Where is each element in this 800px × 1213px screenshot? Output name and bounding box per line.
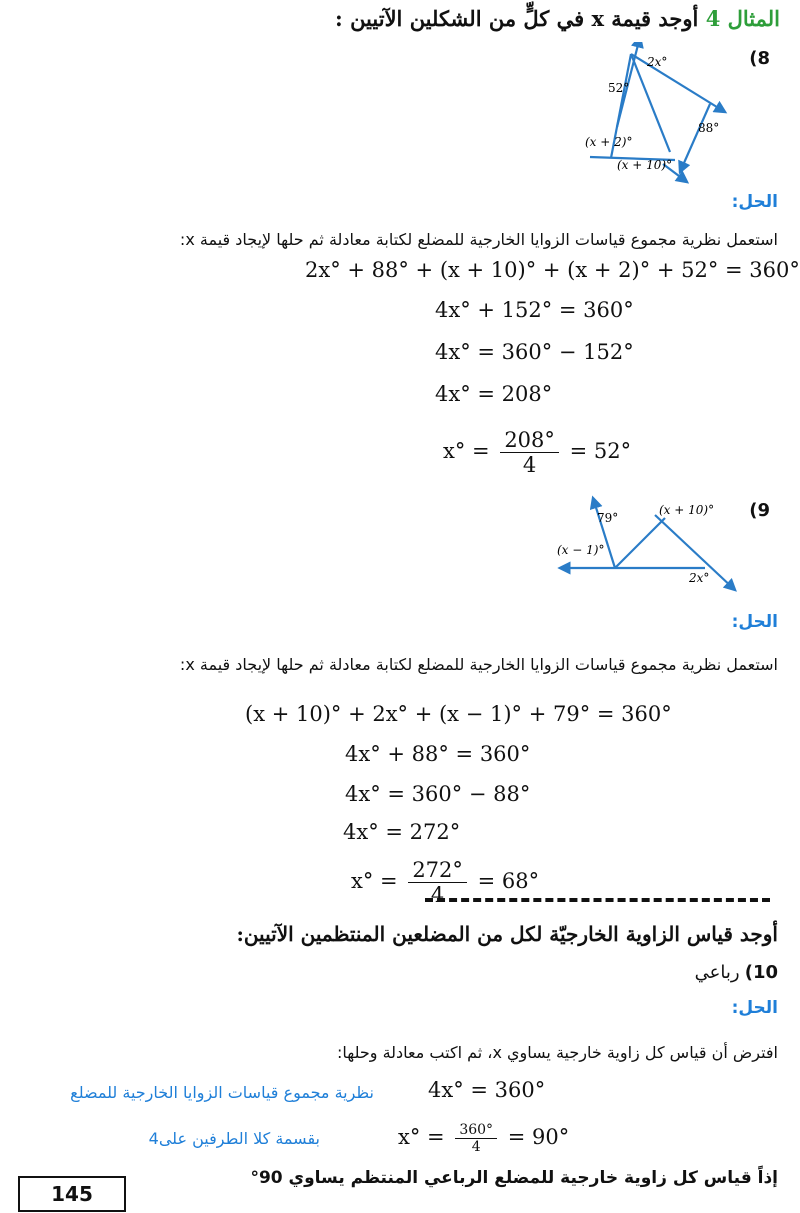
label-x-minus-1: (x − 1)° [557,543,605,557]
label-79: 79° [597,511,619,525]
rhs: = 68° [477,869,540,893]
solution-label: الحل: [731,192,778,212]
problem-9-number: (9 [749,500,770,521]
rhs: = 90° [507,1125,570,1149]
equation-9-2: 4x° + 88° = 360° [345,742,531,766]
equation-9-1: (x + 10)° + 2x° + (x − 1)° + 79° = 360° [245,702,672,726]
lhs: x° = [398,1125,445,1149]
label-52: 52° [608,81,630,95]
side-line [680,104,710,172]
side-line [615,518,665,568]
statement-10: افترض أن قياس كل زاوية خارجية يساوي x، ثم اكتب معادلة وحلها: [336,1043,778,1062]
numerator: 272° [408,858,467,883]
note-10-2: بقسمة كلا الطرفين على4 [148,1129,320,1148]
equation-8-1: 2x° + 88° + (x + 10)° + (x + 2)° + 52° = 360° [305,258,800,282]
side-line [631,54,725,112]
page-number: 145 [18,1176,126,1212]
denominator: 4 [471,1139,481,1155]
problem-8-number: (8 [749,48,770,69]
equation-8-2: 4x° + 152° = 360° [435,298,634,322]
fraction [500,428,559,477]
equation-9-3: 4x° = 360° − 88° [345,782,531,806]
label-x-plus-10: (x + 10)° [617,158,673,172]
statement-8: استعمل نظرية مجموع قياسات الزوايا الخارجية للمضلع لكتابة معادلة ثم حلها لإيجاد قيمة x: [179,230,778,249]
solution-label: الحل: [731,612,778,632]
label-x-plus-2: (x + 2)° [585,135,633,149]
section-divider [425,898,770,902]
example-header [335,6,780,31]
problem-10-name: رباعي [694,962,740,983]
pentagon-figure [575,42,745,187]
problem-10-number: 10) [744,962,778,983]
equation-10-1: 4x° = 360° [428,1078,546,1102]
label-2x: 2x° [647,55,668,69]
conclusion: إذاً قياس كل زاوية خارجية للمضلع الرباعي المنتظم يساوي 90° [250,1168,778,1188]
solution-label: الحل: [731,998,778,1018]
example-instruction: أوجد قيمة x في كلٍّ من الشكلين الآتيين : [335,6,699,31]
fraction [455,1122,497,1155]
equation-8-3: 4x° = 360° − 152° [435,340,634,364]
label-x-plus-10: (x + 10)° [659,503,715,517]
denominator: 4 [522,453,537,477]
label-2x: 2x° [689,571,710,585]
lhs: x° = [443,439,490,463]
example-label: المثال 4 [705,6,780,31]
problem-10-title [695,962,778,983]
denominator: 4 [430,883,445,907]
label-88: 88° [698,121,720,135]
equation-9-4: 4x° = 272° [343,820,461,844]
note-10-1: نظرية مجموع قياسات الزوايا الخارجية للمضلع [70,1083,374,1102]
section-instruction: أوجد قياس الزاوية الخارجيّة لكل من المضلعين المنتظمين الآتيين: [236,922,778,946]
lhs: x° = [351,869,398,893]
triangle-figure [555,490,755,600]
numerator: 360° [455,1122,497,1139]
equation-8-4: 4x° = 208° [435,382,553,406]
equation-10-2 [398,1122,569,1155]
rhs: = 52° [569,439,632,463]
side-line [593,498,615,568]
numerator: 208° [500,428,559,453]
statement-9: استعمل نظرية مجموع قياسات الزوايا الخارجية للمضلع لكتابة معادلة ثم حلها لإيجاد قيمة x: [179,655,778,674]
equation-8-5 [443,428,631,477]
